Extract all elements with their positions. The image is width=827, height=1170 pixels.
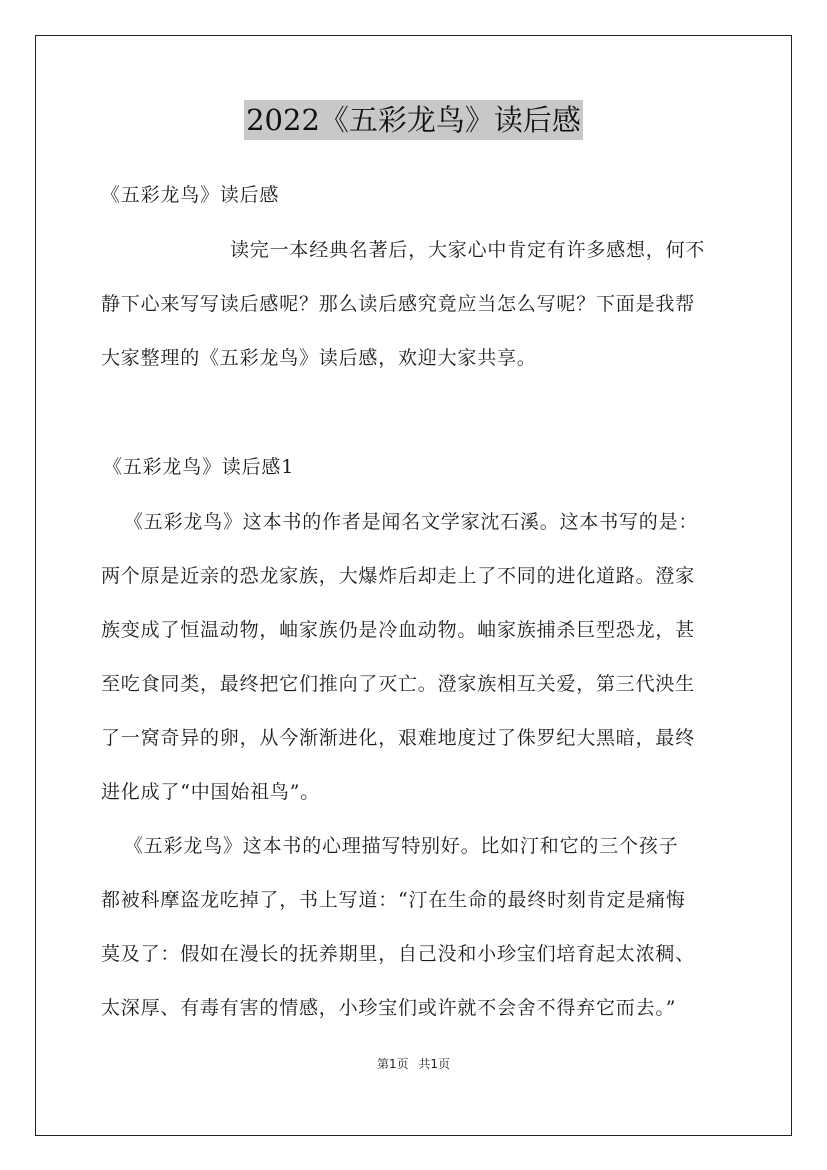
paragraph-line: 两个原是近亲的恐龙家族，大爆炸后却走上了不同的进化道路。澄家 [101, 565, 696, 587]
page-total: 共1页 [418, 1057, 451, 1071]
paragraph-line: 太深厚、有毒有害的情感，小珍宝们或许就不会舍不得弃它而去。” [101, 997, 677, 1019]
intro-line: 大家整理的《五彩龙鸟》读后感，欢迎大家共享。 [101, 347, 537, 369]
paragraph-line: 《五彩龙鸟》这本书的心理描写特别好。比如汀和它的三个孩子 [124, 835, 679, 857]
paragraph-line: 莫及了：假如在漫长的抚养期里，自己没和小珍宝们培育起太浓稠、 [101, 943, 696, 965]
intro-line: 静下心来写写读后感呢？那么读后感究竟应当怎么写呢？下面是我帮 [101, 293, 696, 315]
paragraph-line: 至吃食同类，最终把它们推向了灭亡。澄家族相互关爱，第三代泱生 [101, 673, 696, 695]
paragraph-line: 都被科摩盗龙吃掉了，书上写道：“汀在生命的最终时刻肯定是痛悔 [101, 889, 686, 911]
page-number: 第1页 [376, 1057, 409, 1071]
document-subtitle: 《五彩龙鸟》读后感 [101, 184, 280, 206]
document-title: 2022《五彩龙鸟》读后感 [244, 100, 583, 140]
page-footer [0, 1055, 827, 1072]
title-container [0, 100, 827, 140]
paragraph-line: 进化成了“中国始祖鸟”。 [101, 781, 321, 803]
paragraph-line: 了一窝奇异的卵，从今渐渐进化，艰难地度过了侏罗纪大黑暗，最终 [101, 727, 696, 749]
intro-line: 读完一本经典名著后，大家心中肯定有许多感想，何不 [230, 239, 706, 261]
section-heading: 《五彩龙鸟》读后感1 [103, 456, 295, 478]
paragraph-line: 《五彩龙鸟》这本书的作者是闻名文学家沈石溪。这本书写的是： [124, 511, 699, 533]
paragraph-line: 族变成了恒温动物，岫家族仍是冷血动物。岫家族捕杀巨型恐龙，甚 [101, 619, 696, 641]
